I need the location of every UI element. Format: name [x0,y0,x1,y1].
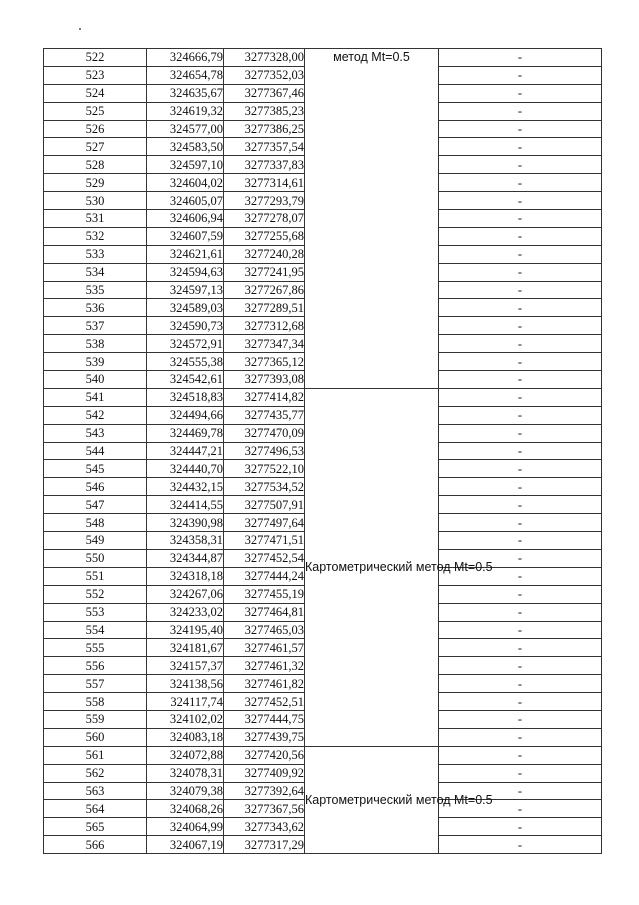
x-coordinate-cell: 324555,38 [147,353,224,371]
y-coordinate-cell: 3277420,56 [224,746,305,764]
x-coordinate-cell: 324078,31 [147,764,224,782]
y-coordinate-cell: 3277465,03 [224,621,305,639]
error-cell: - [439,138,602,156]
x-coordinate-cell: 324589,03 [147,299,224,317]
y-coordinate-cell: 3277461,57 [224,639,305,657]
point-number-cell: 561 [44,746,147,764]
point-number-cell: 526 [44,120,147,138]
x-coordinate-cell: 324447,21 [147,442,224,460]
method-cell: Картометрический метод Mt=0.5 [305,388,439,746]
x-coordinate-cell: 324083,18 [147,728,224,746]
point-number-cell: 550 [44,549,147,567]
point-number-cell: 542 [44,406,147,424]
point-number-cell: 527 [44,138,147,156]
y-coordinate-cell: 3277328,00 [224,49,305,67]
y-coordinate-cell: 3277386,25 [224,120,305,138]
y-coordinate-cell: 3277240,28 [224,245,305,263]
x-coordinate-cell: 324572,91 [147,335,224,353]
error-cell: - [439,174,602,192]
point-number-cell: 547 [44,496,147,514]
x-coordinate-cell: 324605,07 [147,192,224,210]
y-coordinate-cell: 3277471,51 [224,532,305,550]
y-coordinate-cell: 3277414,82 [224,388,305,406]
error-cell: - [439,120,602,138]
y-coordinate-cell: 3277365,12 [224,353,305,371]
error-cell: - [439,49,602,67]
x-coordinate-cell: 324440,70 [147,460,224,478]
point-number-cell: 538 [44,335,147,353]
point-number-cell: 530 [44,192,147,210]
y-coordinate-cell: 3277461,32 [224,657,305,675]
error-cell: - [439,281,602,299]
y-coordinate-cell: 3277409,92 [224,764,305,782]
x-coordinate-cell: 324181,67 [147,639,224,657]
x-coordinate-cell: 324358,31 [147,532,224,550]
point-number-cell: 544 [44,442,147,460]
error-cell: - [439,66,602,84]
point-number-cell: 531 [44,210,147,228]
y-coordinate-cell: 3277464,81 [224,603,305,621]
y-coordinate-cell: 3277534,52 [224,478,305,496]
x-coordinate-cell: 324597,10 [147,156,224,174]
error-cell: - [439,156,602,174]
x-coordinate-cell: 324414,55 [147,496,224,514]
table-row [44,49,602,67]
point-number-cell: 552 [44,585,147,603]
table-row [44,746,602,764]
error-cell: - [439,549,602,567]
y-coordinate-cell: 3277496,53 [224,442,305,460]
point-number-cell: 564 [44,800,147,818]
method-cell: Картометрический метод Mt=0.5 [305,746,439,853]
y-coordinate-cell: 3277461,82 [224,675,305,693]
x-coordinate-cell: 324432,15 [147,478,224,496]
point-number-cell: 557 [44,675,147,693]
error-cell: - [439,836,602,854]
error-cell: - [439,371,602,389]
point-number-cell: 539 [44,353,147,371]
y-coordinate-cell: 3277439,75 [224,728,305,746]
x-coordinate-cell: 324390,98 [147,514,224,532]
point-number-cell: 541 [44,388,147,406]
y-coordinate-cell: 3277357,54 [224,138,305,156]
y-coordinate-cell: 3277507,91 [224,496,305,514]
error-cell: - [439,496,602,514]
point-number-cell: 523 [44,66,147,84]
error-cell: - [439,227,602,245]
point-number-cell: 559 [44,710,147,728]
x-coordinate-cell: 324117,74 [147,693,224,711]
y-coordinate-cell: 3277347,34 [224,335,305,353]
y-coordinate-cell: 3277452,51 [224,693,305,711]
point-number-cell: 529 [44,174,147,192]
point-number-cell: 563 [44,782,147,800]
error-cell: - [439,192,602,210]
y-coordinate-cell: 3277312,68 [224,317,305,335]
point-number-cell: 555 [44,639,147,657]
x-coordinate-cell: 324606,94 [147,210,224,228]
point-number-cell: 537 [44,317,147,335]
error-cell: - [439,710,602,728]
y-coordinate-cell: 3277352,03 [224,66,305,84]
y-coordinate-cell: 3277444,24 [224,567,305,585]
error-cell: - [439,567,602,585]
x-coordinate-cell: 324604,02 [147,174,224,192]
x-coordinate-cell: 324619,32 [147,102,224,120]
table-row [44,388,602,406]
error-cell: - [439,406,602,424]
error-cell: - [439,675,602,693]
error-cell: - [439,353,602,371]
y-coordinate-cell: 3277343,62 [224,818,305,836]
x-coordinate-cell: 324577,00 [147,120,224,138]
error-cell: - [439,639,602,657]
point-number-cell: 540 [44,371,147,389]
y-coordinate-cell: 3277452,54 [224,549,305,567]
error-cell: - [439,317,602,335]
x-coordinate-cell: 324542,61 [147,371,224,389]
error-cell: - [439,442,602,460]
x-coordinate-cell: 324494,66 [147,406,224,424]
error-cell: - [439,514,602,532]
point-number-cell: 533 [44,245,147,263]
x-coordinate-cell: 324469,78 [147,424,224,442]
error-cell: - [439,388,602,406]
point-number-cell: 549 [44,532,147,550]
point-number-cell: 560 [44,728,147,746]
error-cell: - [439,800,602,818]
scan-mark [79,28,81,30]
x-coordinate-cell: 324318,18 [147,567,224,585]
error-cell: - [439,210,602,228]
x-coordinate-cell: 324583,50 [147,138,224,156]
error-cell: - [439,263,602,281]
point-number-cell: 566 [44,836,147,854]
point-number-cell: 548 [44,514,147,532]
error-cell: - [439,818,602,836]
y-coordinate-cell: 3277435,77 [224,406,305,424]
point-number-cell: 551 [44,567,147,585]
y-coordinate-cell: 3277455,19 [224,585,305,603]
y-coordinate-cell: 3277293,79 [224,192,305,210]
x-coordinate-cell: 324064,99 [147,818,224,836]
point-number-cell: 536 [44,299,147,317]
method-cell: метод Mt=0.5 [305,49,439,389]
error-cell: - [439,746,602,764]
point-number-cell: 554 [44,621,147,639]
x-coordinate-cell: 324344,87 [147,549,224,567]
x-coordinate-cell: 324635,67 [147,84,224,102]
y-coordinate-cell: 3277392,64 [224,782,305,800]
x-coordinate-cell: 324195,40 [147,621,224,639]
error-cell: - [439,657,602,675]
x-coordinate-cell: 324666,79 [147,49,224,67]
x-coordinate-cell: 324079,38 [147,782,224,800]
point-number-cell: 528 [44,156,147,174]
x-coordinate-cell: 324621,61 [147,245,224,263]
point-number-cell: 535 [44,281,147,299]
error-cell: - [439,693,602,711]
y-coordinate-cell: 3277289,51 [224,299,305,317]
error-cell: - [439,245,602,263]
x-coordinate-cell: 324597,13 [147,281,224,299]
error-cell: - [439,621,602,639]
y-coordinate-cell: 3277367,46 [224,84,305,102]
point-number-cell: 553 [44,603,147,621]
x-coordinate-cell: 324607,59 [147,227,224,245]
error-cell: - [439,782,602,800]
y-coordinate-cell: 3277470,09 [224,424,305,442]
point-number-cell: 546 [44,478,147,496]
y-coordinate-cell: 3277255,68 [224,227,305,245]
error-cell: - [439,764,602,782]
y-coordinate-cell: 3277241,95 [224,263,305,281]
x-coordinate-cell: 324594,63 [147,263,224,281]
point-number-cell: 543 [44,424,147,442]
error-cell: - [439,728,602,746]
point-number-cell: 545 [44,460,147,478]
point-number-cell: 556 [44,657,147,675]
y-coordinate-cell: 3277522,10 [224,460,305,478]
y-coordinate-cell: 3277367,56 [224,800,305,818]
point-number-cell: 558 [44,693,147,711]
y-coordinate-cell: 3277393,08 [224,371,305,389]
error-cell: - [439,102,602,120]
point-number-cell: 565 [44,818,147,836]
point-number-cell: 525 [44,102,147,120]
point-number-cell: 534 [44,263,147,281]
x-coordinate-cell: 324157,37 [147,657,224,675]
x-coordinate-cell: 324068,26 [147,800,224,818]
error-cell: - [439,460,602,478]
x-coordinate-cell: 324138,56 [147,675,224,693]
error-cell: - [439,532,602,550]
point-number-cell: 524 [44,84,147,102]
y-coordinate-cell: 3277278,07 [224,210,305,228]
point-number-cell: 532 [44,227,147,245]
x-coordinate-cell: 324072,88 [147,746,224,764]
x-coordinate-cell: 324233,02 [147,603,224,621]
error-cell: - [439,424,602,442]
x-coordinate-cell: 324267,06 [147,585,224,603]
error-cell: - [439,299,602,317]
error-cell: - [439,335,602,353]
coordinates-table [43,48,602,854]
point-number-cell: 522 [44,49,147,67]
y-coordinate-cell: 3277337,83 [224,156,305,174]
point-number-cell: 562 [44,764,147,782]
y-coordinate-cell: 3277267,86 [224,281,305,299]
y-coordinate-cell: 3277385,23 [224,102,305,120]
x-coordinate-cell: 324590,73 [147,317,224,335]
y-coordinate-cell: 3277317,29 [224,836,305,854]
y-coordinate-cell: 3277444,75 [224,710,305,728]
y-coordinate-cell: 3277497,64 [224,514,305,532]
x-coordinate-cell: 324102,02 [147,710,224,728]
error-cell: - [439,585,602,603]
y-coordinate-cell: 3277314,61 [224,174,305,192]
x-coordinate-cell: 324067,19 [147,836,224,854]
error-cell: - [439,84,602,102]
coordinates-table-body [44,49,602,854]
error-cell: - [439,478,602,496]
x-coordinate-cell: 324518,83 [147,388,224,406]
error-cell: - [439,603,602,621]
x-coordinate-cell: 324654,78 [147,66,224,84]
